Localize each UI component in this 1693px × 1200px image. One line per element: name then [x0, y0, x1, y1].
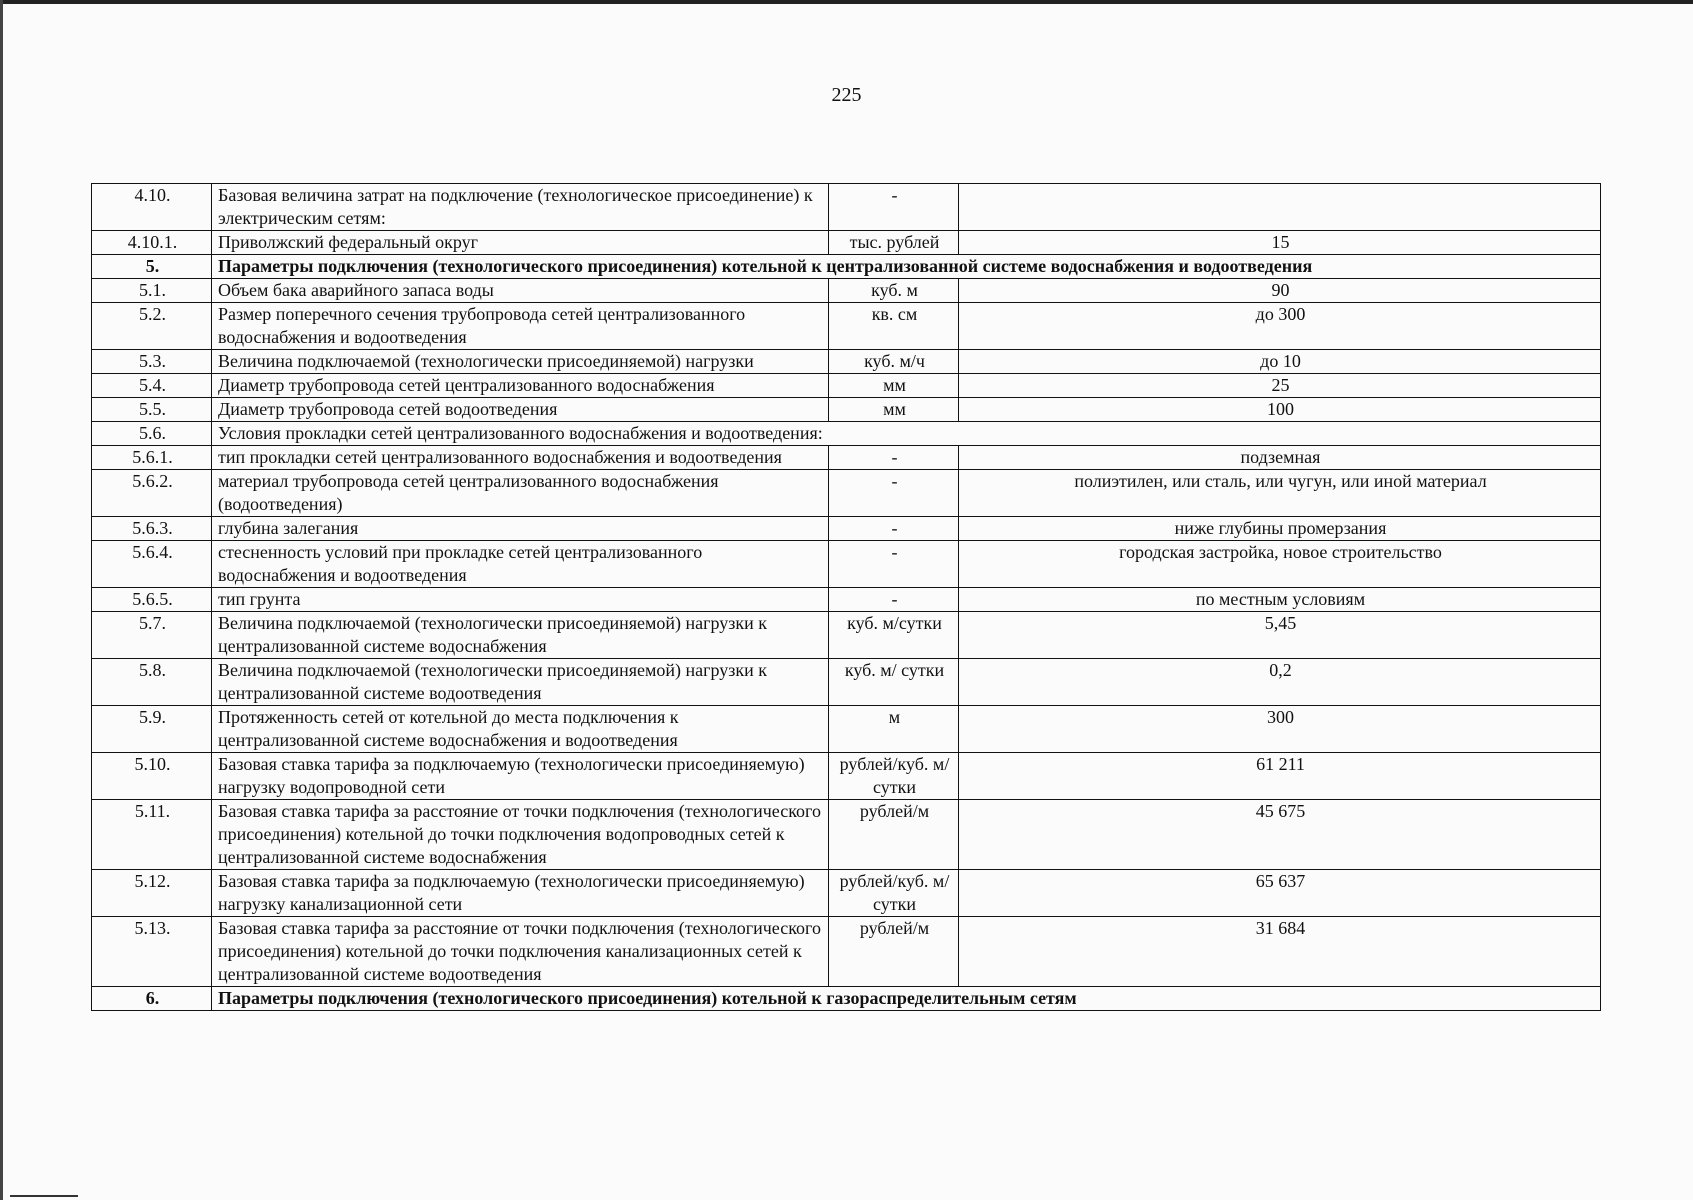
parameter-value: 31 684 [959, 917, 1601, 987]
table-body [92, 184, 1601, 1011]
scan-edge-left [0, 0, 3, 1200]
unit-of-measure: кв. см [829, 303, 959, 350]
parameter-value: до 300 [959, 303, 1601, 350]
parameter-value: 300 [959, 706, 1601, 753]
parameter-value: 61 211 [959, 753, 1601, 800]
parameter-value [959, 184, 1601, 231]
parameter-value: 90 [959, 279, 1601, 303]
parameter-name: Базовая величина затрат на подключение (технологическое присоединение) к электрическим сетям: [212, 184, 829, 231]
unit-of-measure: - [829, 446, 959, 470]
row-number: 5.9. [92, 706, 212, 753]
row-number: 5.2. [92, 303, 212, 350]
unit-of-measure: - [829, 470, 959, 517]
parameter-value: 0,2 [959, 659, 1601, 706]
unit-of-measure: мм [829, 398, 959, 422]
parameter-value: 100 [959, 398, 1601, 422]
subsection-title: Условия прокладки сетей централизованного водоснабжения и водоотведения: [212, 422, 1601, 446]
parameter-name: глубина залегания [212, 517, 829, 541]
table-row [92, 517, 1601, 541]
table-row [92, 612, 1601, 659]
unit-of-measure: куб. м [829, 279, 959, 303]
parameter-name: Объем бака аварийного запаса воды [212, 279, 829, 303]
row-number: 5.6.1. [92, 446, 212, 470]
unit-of-measure: рублей/куб. м/сутки [829, 870, 959, 917]
parameter-name: тип прокладки сетей централизованного водоснабжения и водоотведения [212, 446, 829, 470]
table-row [92, 659, 1601, 706]
parameter-name: Базовая ставка тарифа за расстояние от точки подключения (технологического присоединения) котельной до точки подключения канализационных сетей к централизованной системе водоотведения [212, 917, 829, 987]
parameter-name: тип грунта [212, 588, 829, 612]
parameter-name: Базовая ставка тарифа за расстояние от точки подключения (технологического присоединения) котельной до точки подключения водопроводных сетей к централизованной системе водоснабжения [212, 800, 829, 870]
unit-of-measure: - [829, 184, 959, 231]
unit-of-measure: куб. м/сутки [829, 612, 959, 659]
row-number: 5.7. [92, 612, 212, 659]
row-number: 5.8. [92, 659, 212, 706]
unit-of-measure: - [829, 588, 959, 612]
unit-of-measure: - [829, 517, 959, 541]
parameter-name: Величина подключаемой (технологически присоединяемой) нагрузки к централизованной системе водоотведения [212, 659, 829, 706]
parameter-value: городская застройка, новое строительство [959, 541, 1601, 588]
parameter-name: Размер поперечного сечения трубопровода сетей централизованного водоснабжения и водоотведения [212, 303, 829, 350]
row-number: 5.12. [92, 870, 212, 917]
scan-mark [10, 1195, 78, 1197]
unit-of-measure: тыс. рублей [829, 231, 959, 255]
parameter-value: подземная [959, 446, 1601, 470]
unit-of-measure: рублей/м [829, 800, 959, 870]
table-row [92, 753, 1601, 800]
parameter-value: ниже глубины промерзания [959, 517, 1601, 541]
parameter-name: Величина подключаемой (технологически присоединяемой) нагрузки к централизованной системе водоснабжения [212, 612, 829, 659]
table-row [92, 446, 1601, 470]
table-row [92, 588, 1601, 612]
row-number: 5.13. [92, 917, 212, 987]
section-title: Параметры подключения (технологического присоединения) котельной к газораспределительным сетям [212, 987, 1601, 1011]
table-row [92, 398, 1601, 422]
parameter-value: 15 [959, 231, 1601, 255]
table-row [92, 255, 1601, 279]
table-row [92, 706, 1601, 753]
parameter-name: Диаметр трубопровода сетей централизованного водоснабжения [212, 374, 829, 398]
row-number: 5. [92, 255, 212, 279]
parameter-value: до 10 [959, 350, 1601, 374]
table-row [92, 422, 1601, 446]
table-row [92, 184, 1601, 231]
row-number: 5.6.5. [92, 588, 212, 612]
row-number: 4.10. [92, 184, 212, 231]
row-number: 5.5. [92, 398, 212, 422]
row-number: 5.1. [92, 279, 212, 303]
table-row [92, 231, 1601, 255]
table-row [92, 279, 1601, 303]
table-row [92, 350, 1601, 374]
table-row [92, 800, 1601, 870]
row-number: 5.3. [92, 350, 212, 374]
table-row [92, 917, 1601, 987]
row-number: 4.10.1. [92, 231, 212, 255]
parameter-value: 65 637 [959, 870, 1601, 917]
unit-of-measure: м [829, 706, 959, 753]
parameter-value: 5,45 [959, 612, 1601, 659]
row-number: 5.10. [92, 753, 212, 800]
parameter-value: по местным условиям [959, 588, 1601, 612]
parameter-name: Базовая ставка тарифа за подключаемую (технологически присоединяемую) нагрузку канализационной сети [212, 870, 829, 917]
table-row [92, 541, 1601, 588]
table-row [92, 870, 1601, 917]
parameter-name: материал трубопровода сетей централизованного водоснабжения (водоотведения) [212, 470, 829, 517]
parameter-name: Базовая ставка тарифа за подключаемую (технологически присоединяемую) нагрузку водопроводной сети [212, 753, 829, 800]
row-number: 5.4. [92, 374, 212, 398]
unit-of-measure: - [829, 541, 959, 588]
row-number: 5.6.4. [92, 541, 212, 588]
unit-of-measure: рублей/куб. м/сутки [829, 753, 959, 800]
table-row [92, 470, 1601, 517]
parameter-name: Диаметр трубопровода сетей водоотведения [212, 398, 829, 422]
table-row [92, 303, 1601, 350]
parameter-name: Приволжский федеральный округ [212, 231, 829, 255]
table-row [92, 987, 1601, 1011]
row-number: 5.11. [92, 800, 212, 870]
unit-of-measure: куб. м/ сутки [829, 659, 959, 706]
table-row [92, 374, 1601, 398]
parameters-table [91, 183, 1601, 1011]
unit-of-measure: куб. м/ч [829, 350, 959, 374]
row-number: 5.6.2. [92, 470, 212, 517]
scan-edge-top [0, 0, 1693, 4]
row-number: 5.6. [92, 422, 212, 446]
parameter-name: стесненность условий при прокладке сетей централизованного водоснабжения и водоотведения [212, 541, 829, 588]
section-title: Параметры подключения (технологического присоединения) котельной к централизованной системе водоснабжения и водоотведения [212, 255, 1601, 279]
parameter-value: полиэтилен, или сталь, или чугун, или иной материал [959, 470, 1601, 517]
row-number: 6. [92, 987, 212, 1011]
unit-of-measure: мм [829, 374, 959, 398]
unit-of-measure: рублей/м [829, 917, 959, 987]
parameter-name: Величина подключаемой (технологически присоединяемой) нагрузки [212, 350, 829, 374]
row-number: 5.6.3. [92, 517, 212, 541]
parameter-name: Протяженность сетей от котельной до места подключения к централизованной системе водоснабжения и водоотведения [212, 706, 829, 753]
parameter-value: 45 675 [959, 800, 1601, 870]
page-number: 225 [831, 84, 862, 106]
parameter-value: 25 [959, 374, 1601, 398]
